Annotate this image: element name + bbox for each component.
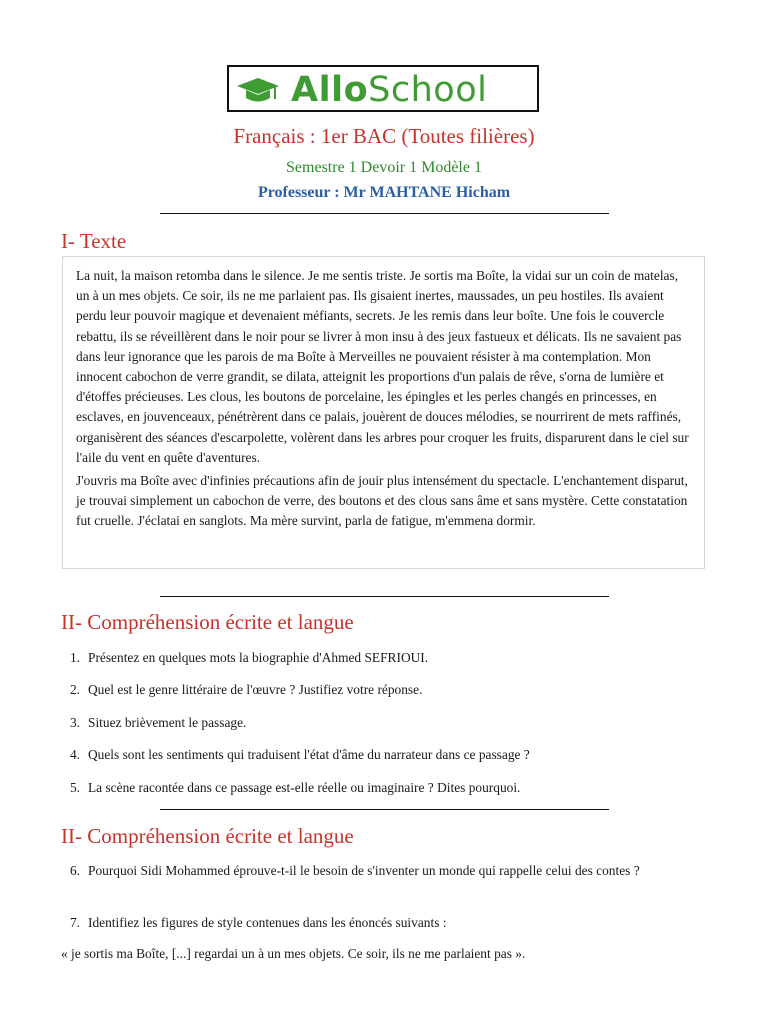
question-item: 6. Pourquoi Sidi Mohammed éprouve-t-il le besoin de s'inventer un monde qui rappelle celui des contes ? <box>69 863 640 878</box>
question-item: 2. Quel est le genre littéraire de l'œuvre ? Justifiez votre réponse. <box>69 682 423 697</box>
logo-wordmark: AlloSchool <box>291 70 488 110</box>
passage-paragraph: J'ouvris ma Boîte avec d'infinies précautions afin de jouir plus intensément du spectacle. L'enchantement disparut, je trouvai simplement un cabochon de verre, des boutons et des clous sans âme et sans mystère. Cette constatation fut cruelle. J'éclatai en sanglots. Ma mère survint, parla de fatigue, m'emmena dormir. <box>76 473 688 529</box>
document-subtitle: Semestre 1 Devoir 1 Modèle 1 <box>286 159 482 176</box>
quoted-excerpt: « je sortis ma Boîte, [...] regardai un à un mes objets. Ce soir, ils ne me parlaient pas ». <box>61 946 526 961</box>
divider <box>160 596 609 597</box>
text-passage-box <box>62 256 705 569</box>
question-item: 5. La scène racontée dans ce passage est-elle réelle ou imaginaire ? Dites pourquoi. <box>69 780 521 795</box>
teacher-name: Professeur : Mr MAHTANE Hicham <box>257 184 511 201</box>
question-item: 7. Identifiez les figures de style contenues dans les énoncés suivants : <box>69 915 447 930</box>
divider <box>160 809 609 810</box>
question-item: 1. Présentez en quelques mots la biographie d'Ahmed SEFRIOUI. <box>69 650 429 665</box>
document-title: Français : 1er BAC (Toutes filières) <box>233 124 535 148</box>
divider <box>160 213 609 214</box>
section-heading-comprehension: II- Compréhension écrite et langue <box>61 610 354 634</box>
passage-paragraph: La nuit, la maison retomba dans le silence. Je me sentis triste. Je sortis ma Boîte, la vidai sur un coin de matelas, un à un mes objets. Ce soir, ils ne me parlaient pas. Ils gisaient inertes, maussades, un peu hostiles. Ils avaient perdu leur pouvoir magique et devenaient méfiants, secrets. Je les remis dans leur boîte. Une fois le couvercle rebattu, ils se réveillèrent dans le noir pour se livrer à mon insu à des jeux fastueux et délicats. Ils ne savaient pas dans leur ignorance que les parois de ma Boîte à Merveilles ne pouvaient résister à ma contemplation. Mon innocent cabochon de verre grandit, se dilata, atteignit les proportions d'un palais de rêve, s'orna de lumière et d'étoffes précieuses. Les clous, les boutons de porcelaine, les épingles et les perles changés en princesses, en esclaves, en jouvenceaux, pénétrèrent dans ce palais, jouèrent de douces mélodies, se nourrirent de mets raffinés, organisèrent des séances d'escarpolette, volèrent dans les arbres pour croquer les fruits, disparurent dans le ciel sur l'aile du vent en quête d'aventures. <box>76 268 689 465</box>
question-item: 4. Quels sont les sentiments qui traduisent l'état d'âme du narrateur dans ce passage ? <box>69 747 530 762</box>
alloschool-logo <box>227 65 539 112</box>
section-heading-comprehension: II- Compréhension écrite et langue <box>61 824 354 848</box>
section-heading-texte: I- Texte <box>61 229 127 253</box>
graduation-cap-icon <box>235 75 281 105</box>
question-item: 3. Situez brièvement le passage. <box>69 715 247 730</box>
